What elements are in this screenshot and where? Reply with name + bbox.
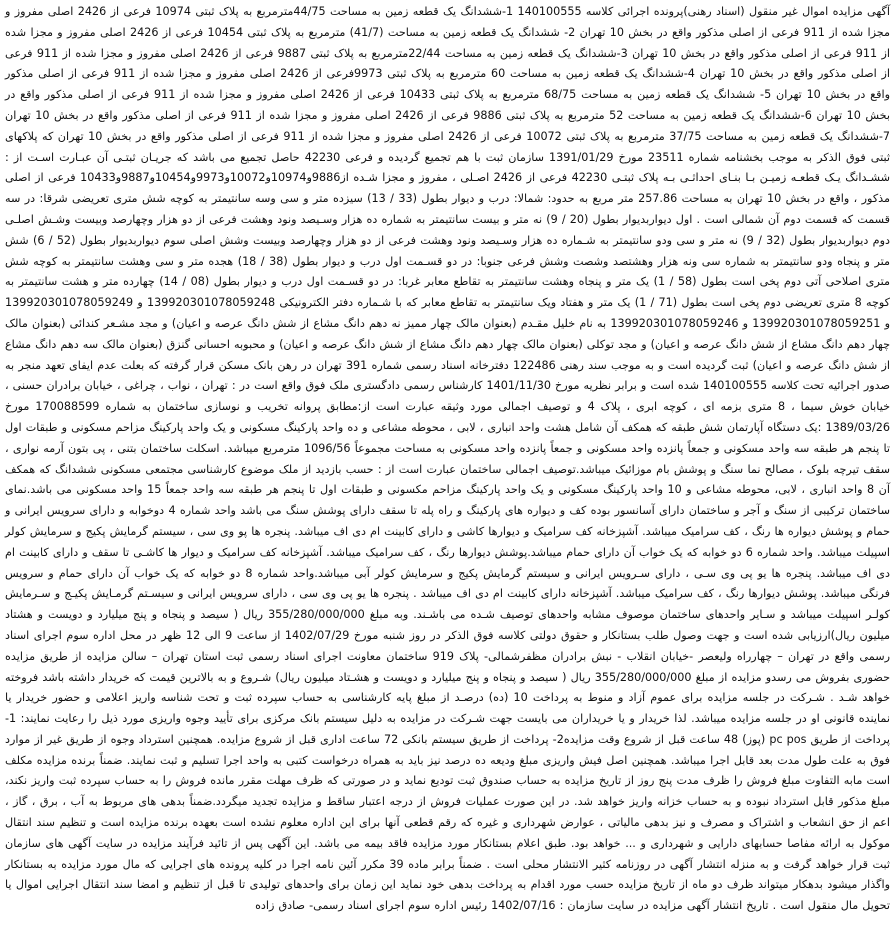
- auction-notice-text: آگهی مزایده اموال غیر منقول (اسناد رهنی)پرونده اجرائی کلاسه 140100555 1-ششدانگ یک قطعه زمین به مساحت 44/75مترمربع به پلاک ثبتی 10974 فرعی از 2426 اصلی مفروز و مجزا شده از 911 فرعی از اصلی مذکور واقع در بخش 10 تهران 2- ششدانگ یک قطعه زمین به مساحت (41/7) مترمربع به پلاک ثبتی 10454 فرعی از 2426 اصلی مفروز و مجزا شده از 911 فرعی از اصلی مذکور واقع در بخش 10 تهران 3-ششدانگ یک قطعه زمین به مساحت 22/44مترمربع به پلاک ثبتی 9887 فرعی از 2426 اصلی مفروز و مجزا شده از 911 فرعی از اصلی مذکور واقع در بخش 10 تهران 4-ششدانگ یک قطعه زمین به مساحت 60 مترمربع به پلاک ثبتی 9973فرعی از 2426 اصلی مفروز و مجزا شده از 911 فرعی از اصلی مذکور واقع در بخش 10 تهران 5- ششدانگ یک قطعه زمین به مساحت 68/75 مترمربع به پلاک ثبتی 10433 فرعی از 2426 اصلی مفروز و مجزا شده از 911 فرعی از اصلی مذکور واقع در بخش 10 تهران 6-ششدانگ یک قطعه زمین به مساحت 52 مترمربع به پلاک ثبتی 9886 فرعی از 2426 اصلی مفروز و مجزا شده از 911 فرعی از اصلی مذکور واقع در بخش 10 تهران 7-ششدانگ یک قطعه زمین به مساحت 37/75 مترمربع به پلاک ثبتی 10072 فرعی از 2426 اصلی مفروز و مجزا شده از 911 فرعی از اصلی مذکور واقع در بخش 10 تهران که پلاکهای ثبتی فوق الذکر به موجب بخشنامه شماره 23511 مورخ 1391/01/29 سازمان ثبت با هم تجمیع گردیده و فرعی 42230 حاصل تجمیع می باشد که جریـان ثبتـی آن عبـارت اسـت از : ششـدانگ یـک قطعـه زمیـن بـا بنـای احداثـی بـه پلاک ثبتـی 42230 فرعی از 2426 اصـلی ، مفروز و مجزا شـده از9886و10974و10072و9973و10454و9887و10433 فرعی از اصلی مذکور ، واقع در بخش 10 تهران به مساحت 257.86 متر مربع به حدود: شمالا: درب و دیوار بطول (33 / 13) سیزده متر و سی وسه سانتیمتر به کوچه شش متری تعریضی شرقا: در سه قسمت که قسمت دوم آن شمالی است . اول دیواربدیوار بطول (20 / 9) نه متر و بیست سانتیمتر به شماره ده هزار وسـیصد ونود وهشت فرعی از دو هزار وچهارصد وبیست وشـش اصلـی دوم دیواربدیوار بطول (32 / 9) نه متر و سی ودو سانتیمتر به شـماره ده هزار وسـیصد ونود وهشت فرعی از دو هزار وچهارصد وبیست وشش اصلی سوم دیواربدیوار بطول (52 / 6) شش متر و پنجاه ودو سانتیمتر به شماره سی ونه هزار وهشتصد وشصت وشش فرعی جنوبا: در دو قسـمت اول درب و دیوار بطول (38 / 18) هجده متر و سی وهشت سانتیمتر به کوچه شش متری اصلاحی آتی دوم پخی است بطول (58 / 1) یک متر و پنجاه وهشت سانتیمتر به تقاطع معابر غربا: در دو قسـمت اول درب و دیوار بطول (08 / 14) چهارده متر و هشت سانتیمتر به کوچه 8 متری تعریضی دوم پخی است بطول (71 / 1) یک متر و هفتاد ویک سانتیمتر به تقاطع معابر که با شـماره دفتر الکترونیکی 139920301078059248 و 139920301078059249 و 139920301078059251 و 139920301078059246 به نام خلیل مقـدم (بعنوان مالک چهار ممیز نه دهم دانگ مشاع از شش دانگ عرصه و اعیان) و مجد مشـعر کندائی (بعنوان مالک چهار دهم دانگ مشاع از شش دانگ عرصه و اعیان) و مجد توکلی (بعنوان مالک چهار دهم دانگ مشاع از شش دانگ عرصه و اعیان) و محبوبه احسانی گنزق (بعنوان مالک سه دهم دانگ مشاع از شش دانگ عرصه و اعیان) ثبت گردیده است و به موجب سند رهنی 122486 دفترخانه اسناد رسمی شماره 391 تهران در رهن بانک مسکن قرار گرفته که بعلت عدم ایفای تعهد منجر به صدور اجرائیه تحت کلاسه 140100555 شده است و برابر نظریه مورخ 1401/11/30 کارشناس رسمی دادگستری ملک فوق واقع است در : تهران ، نواب ، چراغی ، خیابان برادران حسنی ، خیابان خوش سیما ، 8 متری بزمه ای ، کوچه ابری ، پلاک 4 و توصیف اجمالی مورد وثیقه عبارت است از:مطابق پروانه تخریب و نوسازی ساختمان به شماره 170088599 مورخ 1389/03/26 :یک دستگاه آپارتمان شش طبقه که همکف آن شامل هشت واحد انباری ، لابی ، محوطه مشاعی و ده واحد پارکینگ مسکونی و یک واحد پارکینگ مزاحم مسکونی و طبقات اول تا پنجم هر طبقه سه واحد مسکونی و جمعاً پانزده واحد مسکونی و جمعاً پانزده واحد مسکونی به مساحت مجموعاً 1096/56 مترمربع میباشد. اسکلت ساختمان بتنی ، پی بتون آرمه نواری ، سقف تیرچه بلوک ، مصالح نما سنگ و پوشش بام موزائیک میباشد.توصیف اجمالی ساختمان عبارت است از : حسب بازدید از ملک موضوع کارشناسی مجتمعی مسکونی ششدانگ که همکف آن 8 واحد انباری ، لابی، محوطه مشاعی و 10 واحد پارکینگ مسکونی و یک واحد پارکینگ مزاحم مکسونی و طبقات اول تا پنجم هر طبقه سه واحد جمعاً 15 واحد مسکونی می باشد.نمای ساختمان ترکیبی از سنگ و آجر و ساختمان دارای آسانسور بوده کف و دیواره های پارکینگ و راه پله تا سقف دارای پوشش سنگ می باشد واحد شماره 4 دوخوابه و دارای سرویس ایرانی و حمام و پوشش دیواره ها رنگ ، کف سرامیک میباشد. آشپزخانه کف سرامیک و دیوارها کاشی و دارای کابینت ام دی اف میباشد. پنجره ها پو وی سی ، سیستم گرمایش پکیج و سرمایش کولر اسپیلت میباشد. واحد شماره 6 دو خوابه که یک خواب آن دارای حمام میباشد.پوشش دیوارها رنگ ، کف سرامیک میباشد. آشپزخانه کف سرامیک و دیوار ها کاشـی تا سقف و دارای کابینت ام دی اف میباشد. پنجره ها یو پی وی سـی ، دارای سـرویس ایرانی و سیستم گرمایش پکیج و سرمایش کولر آبی میباشد.واحد شماره 8 دو خوابه که یک خواب آن دارای حمام و سرویس فرنگی میباشد. پوشش دیوارها رنگ ، کف سرامیک میباشد. آشپزخانه دارای کابینت ام دی اف میباشد . پنجره ها یو پی وی سی ، دارای سرویس ایرانی و سیسـتم گرمـایش پکیـج و سـرمایش کولـر اسپیلت میباشد و سـایر واحدهای ساختمان موصوف مشابه واحدهای توصیف شـده می باشـند. وبه مبلغ 355/280/000/000 ریال ( سیصد و پنجاه و پنج میلیارد و دویست و هشتاد میلیون ریال)ارزیابی شده است و جهت وصول طلب بستانکار و حقوق دولتی کلاسه فوق الذکر در روز شنبه مورخ 1402/07/29 از ساعت 9 الی 12 ظهر در محل اداره سوم اجرای اسناد رسمی واقع در تهران – چهارراه ولیعصر -خیابان انقلاب - نبش برادران مظفرشمالی- پلاک 919 ساختمان معاونت اجرای اسناد رسمی ثبت استان تهران – سالن مزایده از طریق مزایده حضوری بفروش می رسدو مزایده از مبلغ 355/280/000/000 ریال ( سیصد و پنجاه و پنج میلیارد و دویست و هشـتاد میلیون ریال) شـروع و به بالاترین قیمت که خریدار داشته باشد فروخته خواهد شـد . شـرکت در جلسه مزایده برای عموم آزاد و منوط به پرداخت 10 (ده) درصـد از مبلغ پایه کارشناسی به حساب سپرده ثبت و تحت شناسه واریز اعلامی و حضور خریدار یا نماینده قانونی او در جلسه مزایده میباشد. لذا خریدار و یا خریداران می بایست جهت شـرکت در مزایده به دلیل سیستم بانک مرکزی برای تأیید وجوه واریزی مورد ذیل را رعایت نمایند: 1- پرداخت از طریق pc pos (پوز) 48 ساعت قبل از شروع وقت مزایده2- پرداخت از طریق سیستم بانکی 72 ساعت اداری قبل از شروع مزایده. همچنین استرداد وجوه از طریق غیر از موارد فوق به علت طول مدت بعد قابل اجرا میباشد. همچنین اصل فیش واریزی مبلغ ودیعه ده درصد نیز باید به همراه درخواست کتبی به واحد اجرا تسلیم و ثبت نمایند. ضمناً برنده مزایده مکلف است مابه التفاوت مبلغ فروش را ظرف مدت پنج روز از تاریخ مزایده به حساب صندوق ثبت تودیع نماید و در صورتی که ظرف مهلت مقرر مانده فروش را به حساب سپرده ثبت واریز نکند، مبلغ مذکور قابل استرداد نبوده و به حساب خزانه واریز خواهد شد. در این صورت عملیات فروش از درجه اعتبار ساقط و مزایده تجدید میگردد.ضمناً بدهی های مربوط به آب ، برق ، گاز ، اعم از حق انشعاب و اشتراک و مصرف و نیز بدهی مالیاتی ، عوارض شهرداری و غیره که رقم قطعی آنها برای این اداره معلوم نشده است بعهده برنده مزایده است و تنظیم سند انتقال موکول به ارائه مفاصا حسابهای دارایی و شهرداری و ... خواهد بود. طبق اعلام بستانکار مورد مزایده فاقد بیمه می باشد. این آگهی پس از تائید فرآیند مزایده در سایت آگهی های سازمان ثبت قرار خواهد گرفت و به منزله انتشار آگهی در روزنامه کثیر الانتشار محلی است . ضمناً برابر ماده 39 مکرر آئین نامه اجرا در کلیه پرونده های اجرایی که مال مورد مزایده به بستانکار واگذار میشود بدهکار میتواند ظرف دو ماه از تاریخ مزایده حسب مورد اقدام به پرداخت بدهی خود نماید این زمان برای واحدهای تولیدی تا قبل از تنظیم و امضا سند انتقال اجرایی اموال یا تحویل مال منقول است . تاریخ انتشار آگهی مزایده در سایت سازمان : 1402/07/16 رئیس اداره سوم اجرای اسناد رسمی- صادق زاده: [5, 5, 891, 913]
